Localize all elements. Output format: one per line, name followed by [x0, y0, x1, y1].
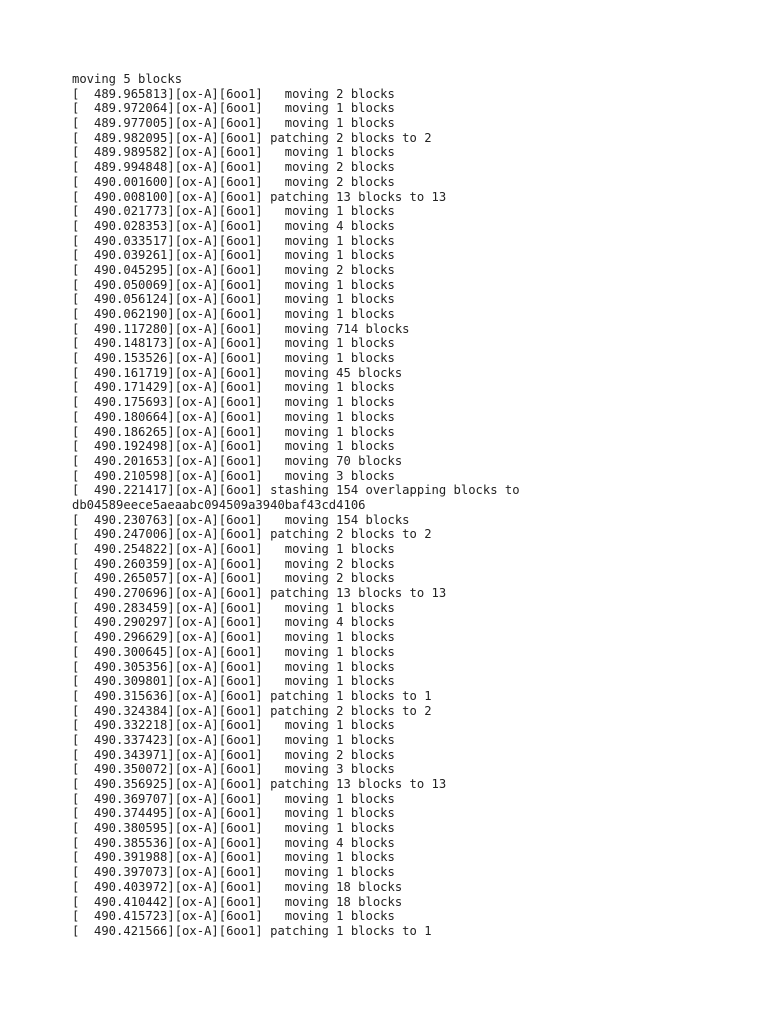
log-line: [ 490.380595][ox-A][6oo1] moving 1 blocks: [72, 821, 395, 836]
log-line: [ 490.039261][ox-A][6oo1] moving 1 blocks: [72, 248, 395, 263]
log-line: [ 490.296629][ox-A][6oo1] moving 1 blocks: [72, 630, 395, 645]
log-line: [ 489.994848][ox-A][6oo1] moving 2 blocks: [72, 160, 395, 175]
log-line: [ 490.265057][ox-A][6oo1] moving 2 blocks: [72, 571, 395, 586]
log-line: [ 490.171429][ox-A][6oo1] moving 1 blocks: [72, 380, 395, 395]
log-line: [ 490.033517][ox-A][6oo1] moving 1 blocks: [72, 233, 395, 248]
log-line: [ 490.415723][ox-A][6oo1] moving 1 blocks: [72, 909, 395, 924]
log-line: [ 490.343971][ox-A][6oo1] moving 2 blocks: [72, 747, 395, 762]
log-line: [ 490.350072][ox-A][6oo1] moving 3 blocks: [72, 762, 395, 777]
log-line: [ 490.421566][ox-A][6oo1] patching 1 blocks to 1: [72, 923, 432, 938]
log-line: [ 490.221417][ox-A][6oo1] stashing 154 overlapping blocks to: [72, 483, 520, 498]
log-line: [ 489.982095][ox-A][6oo1] patching 2 blocks to 2: [72, 130, 432, 145]
log-line: [ 490.056124][ox-A][6oo1] moving 1 blocks: [72, 292, 395, 307]
log-line: [ 490.153526][ox-A][6oo1] moving 1 blocks: [72, 351, 395, 366]
log-line: [ 490.045295][ox-A][6oo1] moving 2 blocks: [72, 262, 395, 277]
log-line: [ 490.397073][ox-A][6oo1] moving 1 blocks: [72, 865, 395, 880]
log-line: [ 490.001600][ox-A][6oo1] moving 2 blocks: [72, 174, 395, 189]
log-line: [ 489.989582][ox-A][6oo1] moving 1 blocks: [72, 145, 395, 160]
log-line: [ 490.305356][ox-A][6oo1] moving 1 blocks: [72, 659, 395, 674]
log-line: [ 490.148173][ox-A][6oo1] moving 1 blocks: [72, 336, 395, 351]
log-line: [ 490.210598][ox-A][6oo1] moving 3 blocks: [72, 468, 395, 483]
log-line: [ 490.161719][ox-A][6oo1] moving 45 blocks: [72, 365, 403, 380]
log-line: [ 489.965813][ox-A][6oo1] moving 2 blocks: [72, 86, 395, 101]
log-line: [ 490.260359][ox-A][6oo1] moving 2 blocks: [72, 556, 395, 571]
log-line: [ 490.290297][ox-A][6oo1] moving 4 blocks: [72, 615, 395, 630]
log-line: [ 490.247006][ox-A][6oo1] patching 2 blocks to 2: [72, 527, 432, 542]
log-line: [ 490.391988][ox-A][6oo1] moving 1 blocks: [72, 850, 395, 865]
log-line: [ 490.300645][ox-A][6oo1] moving 1 blocks: [72, 644, 395, 659]
log-line: [ 490.403972][ox-A][6oo1] moving 18 blocks: [72, 879, 403, 894]
log-line: [ 490.186265][ox-A][6oo1] moving 1 blocks: [72, 424, 395, 439]
log-line: [ 490.254822][ox-A][6oo1] moving 1 blocks: [72, 542, 395, 556]
log-line: [ 490.385536][ox-A][6oo1] moving 4 blocks: [72, 835, 395, 850]
log-line: [ 490.117280][ox-A][6oo1] moving 714 blocks: [72, 321, 410, 336]
log-line: [ 490.201653][ox-A][6oo1] moving 70 blocks: [72, 453, 403, 468]
log-line: [ 490.021773][ox-A][6oo1] moving 1 blocks: [72, 204, 395, 219]
log-line: [ 490.337423][ox-A][6oo1] moving 1 blocks: [72, 732, 395, 747]
log-line: [ 490.062190][ox-A][6oo1] moving 1 blocks: [72, 307, 395, 321]
log-line: [ 490.374495][ox-A][6oo1] moving 1 blocks: [72, 806, 395, 821]
log-line: [ 490.028353][ox-A][6oo1] moving 4 blocks: [72, 218, 395, 233]
log-line: [ 490.324384][ox-A][6oo1] patching 2 blocks to 2: [72, 703, 432, 718]
log-line: [ 490.180664][ox-A][6oo1] moving 1 blocks: [72, 409, 395, 424]
log-line: moving 5 blocks: [72, 72, 183, 86]
log-line: [ 490.230763][ox-A][6oo1] moving 154 blocks: [72, 512, 410, 527]
log-line: [ 490.309801][ox-A][6oo1] moving 1 blocks: [72, 674, 395, 689]
log-line: [ 490.369707][ox-A][6oo1] moving 1 blocks: [72, 791, 395, 806]
log-line: [ 490.008100][ox-A][6oo1] patching 13 blocks to 13: [72, 189, 447, 204]
log-line: [ 490.332218][ox-A][6oo1] moving 1 blocks: [72, 718, 395, 733]
log-line: [ 490.283459][ox-A][6oo1] moving 1 blocks: [72, 600, 395, 615]
log-output: [72, 72, 752, 939]
log-line: [ 490.270696][ox-A][6oo1] patching 13 blocks to 13: [72, 586, 447, 601]
log-line: [ 490.192498][ox-A][6oo1] moving 1 blocks: [72, 439, 395, 454]
log-line: [ 490.410442][ox-A][6oo1] moving 18 blocks: [72, 894, 403, 909]
log-line: [ 489.972064][ox-A][6oo1] moving 1 blocks: [72, 101, 395, 116]
log-line: [ 490.356925][ox-A][6oo1] patching 13 blocks to 13: [72, 777, 447, 791]
log-line: db04589eece5aeaabc094509a3940baf43cd4106: [72, 497, 366, 512]
log-line: [ 490.175693][ox-A][6oo1] moving 1 blocks: [72, 395, 395, 410]
log-line: [ 490.050069][ox-A][6oo1] moving 1 blocks: [72, 277, 395, 292]
log-line: [ 490.315636][ox-A][6oo1] patching 1 blocks to 1: [72, 688, 432, 703]
log-line: [ 489.977005][ox-A][6oo1] moving 1 blocks: [72, 116, 395, 131]
